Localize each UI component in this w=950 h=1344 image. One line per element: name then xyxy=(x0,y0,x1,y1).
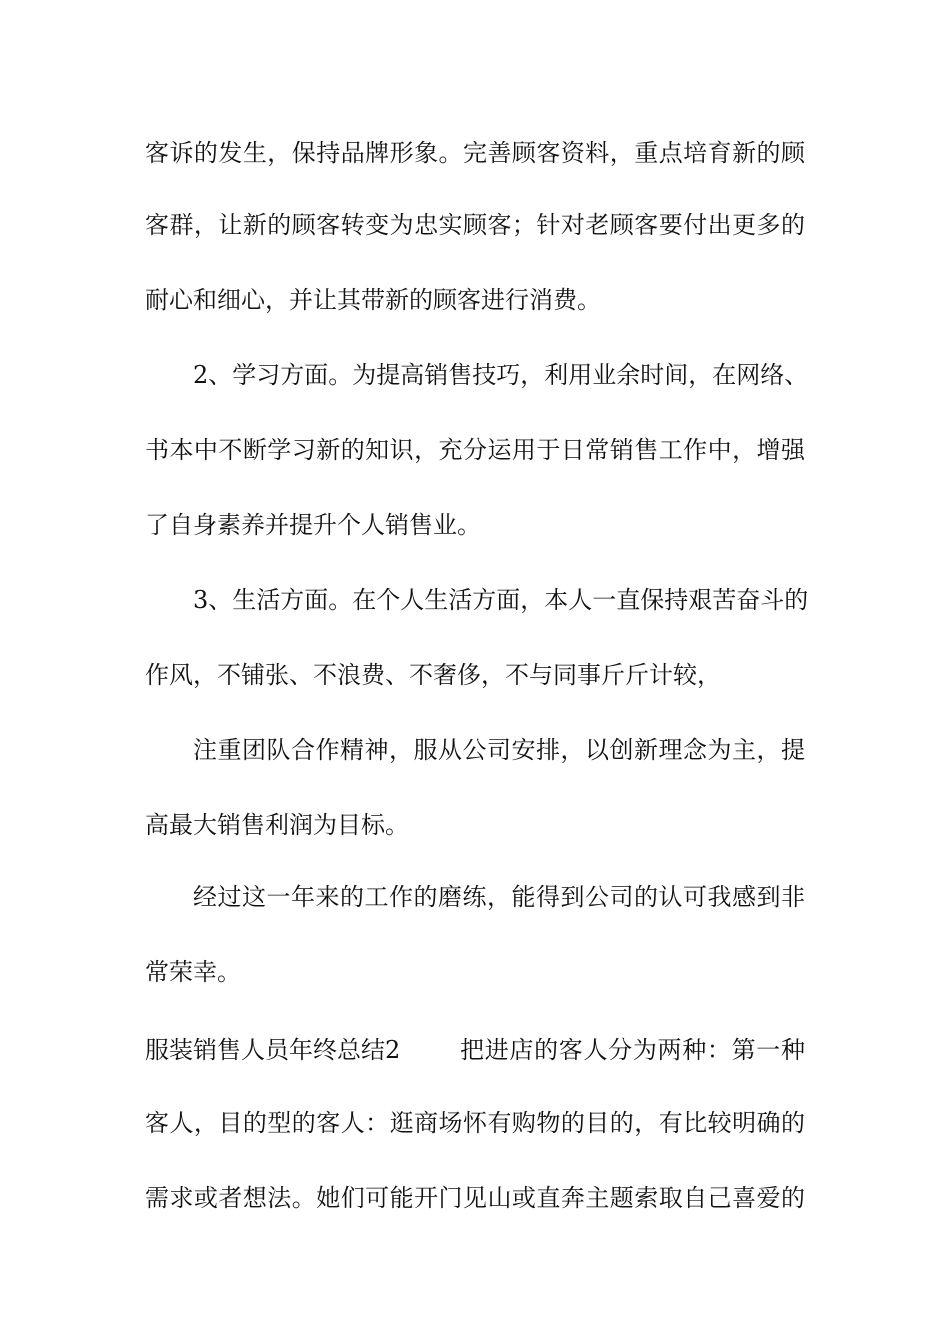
paragraph-line: 客群，让新的顾客转变为忠实顾客；针对老顾客要付出更多的 xyxy=(145,211,805,239)
paragraph-line: 了自身素养并提升个人销售业。 xyxy=(145,511,481,539)
paragraph-line: 耐心和细心，并让其带新的顾客进行消费。 xyxy=(145,286,601,314)
paragraph-line: 客人，目的型的客人：逛商场怀有购物的目的，有比较明确的 xyxy=(145,1109,805,1137)
paragraph-line: 经过这一年来的工作的磨练，能得到公司的认可我感到非 xyxy=(193,883,805,911)
section-first-line: 把进店的客人分为两种：第一种 xyxy=(460,1036,805,1064)
paragraph-line: 2、学习方面。为提高销售技巧，利用业余时间，在网络、 xyxy=(193,361,809,389)
paragraph-line: 需求或者想法。她们可能开门见山或直奔主题索取自己喜爱的 xyxy=(145,1184,805,1212)
paragraph-line: 书本中不断学习新的知识，充分运用于日常销售工作中，增强 xyxy=(145,436,805,464)
section-title: 服装销售人员年终总结2 xyxy=(145,1036,401,1064)
paragraph-line: 作风，不铺张、不浪费、不奢侈，不与同事斤斤计较， xyxy=(145,661,721,689)
paragraph-line: 3、生活方面。在个人生活方面，本人一直保持艰苦奋斗的 xyxy=(193,586,809,614)
section-heading-row xyxy=(145,1035,805,1065)
paragraph-line: 注重团队合作精神，服从公司安排，以创新理念为主，提 xyxy=(193,736,805,764)
paragraph-line: 常荣幸。 xyxy=(145,958,241,986)
paragraph-line: 高最大销售利润为目标。 xyxy=(145,811,409,839)
paragraph-line: 客诉的发生，保持品牌形象。完善顾客资料，重点培育新的顾 xyxy=(145,139,805,167)
